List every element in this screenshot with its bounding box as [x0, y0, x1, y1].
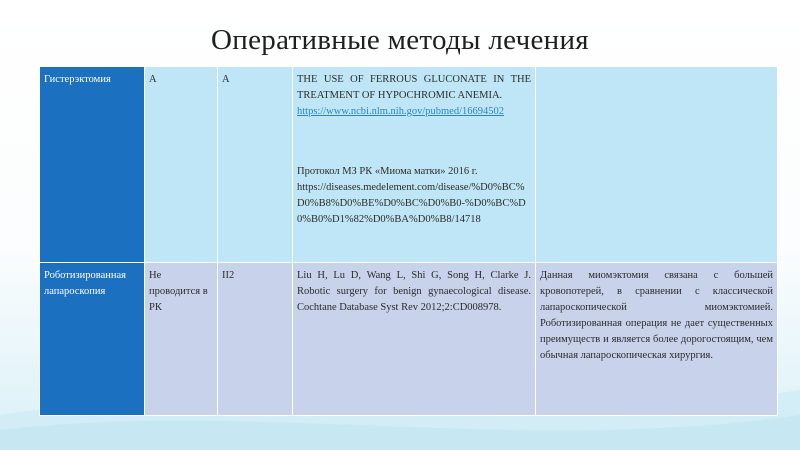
method-cell: Роботизированная лапароскопия [40, 263, 145, 416]
evidence-level-cell: Не проводится в РК [145, 263, 218, 416]
spacer [297, 120, 531, 164]
source-cell [293, 67, 536, 263]
recommendation-grade-cell: II2 [218, 263, 293, 416]
table-row [40, 67, 778, 263]
source-cell: Liu H, Lu D, Wang L, Shi G, Song H, Clarke J. Robotic surgery for benign gynaecological disease. Cochtane Database Syst Rev 2012;2:CD008978. [293, 263, 536, 416]
slide-title: Оперативные методы лечения [211, 24, 589, 56]
method-cell: Гистерэктомия [40, 67, 145, 263]
treatment-table-wrapper [39, 66, 777, 416]
protocol-text: Протокол МЗ РК «Миома матки» 2016 г. [297, 166, 478, 177]
source-title: THE USE OF FERROUS GLUCONATE IN THE TREATMENT OF HYPOCHROMIC ANEMIA. [297, 74, 531, 101]
comment-cell: Данная миомэктомия связана с большей кровопотерей, в сравнении с классической лапароскопической миомэктомией. Роботизированная операция не дает существенных преимуществ и является более дорогостоящим, чем обычная лапароскопическая хирургия. [536, 263, 778, 416]
evidence-level-cell: A [145, 67, 218, 263]
comment-cell [536, 67, 778, 263]
pubmed-link[interactable]: https://www.ncbi.nlm.nih.gov/pubmed/16694502 [297, 106, 504, 117]
protocol-url: https://diseases.medelement.com/disease/%D0%BC%D0%B8%D0%BE%D0%BC%D0%B0-%D0%BC%D0%B0%D1%82%D0%BA%D0%B8/14718 [297, 182, 526, 225]
treatment-table [39, 66, 778, 416]
table-row [40, 263, 778, 416]
recommendation-grade-cell: A [218, 67, 293, 263]
